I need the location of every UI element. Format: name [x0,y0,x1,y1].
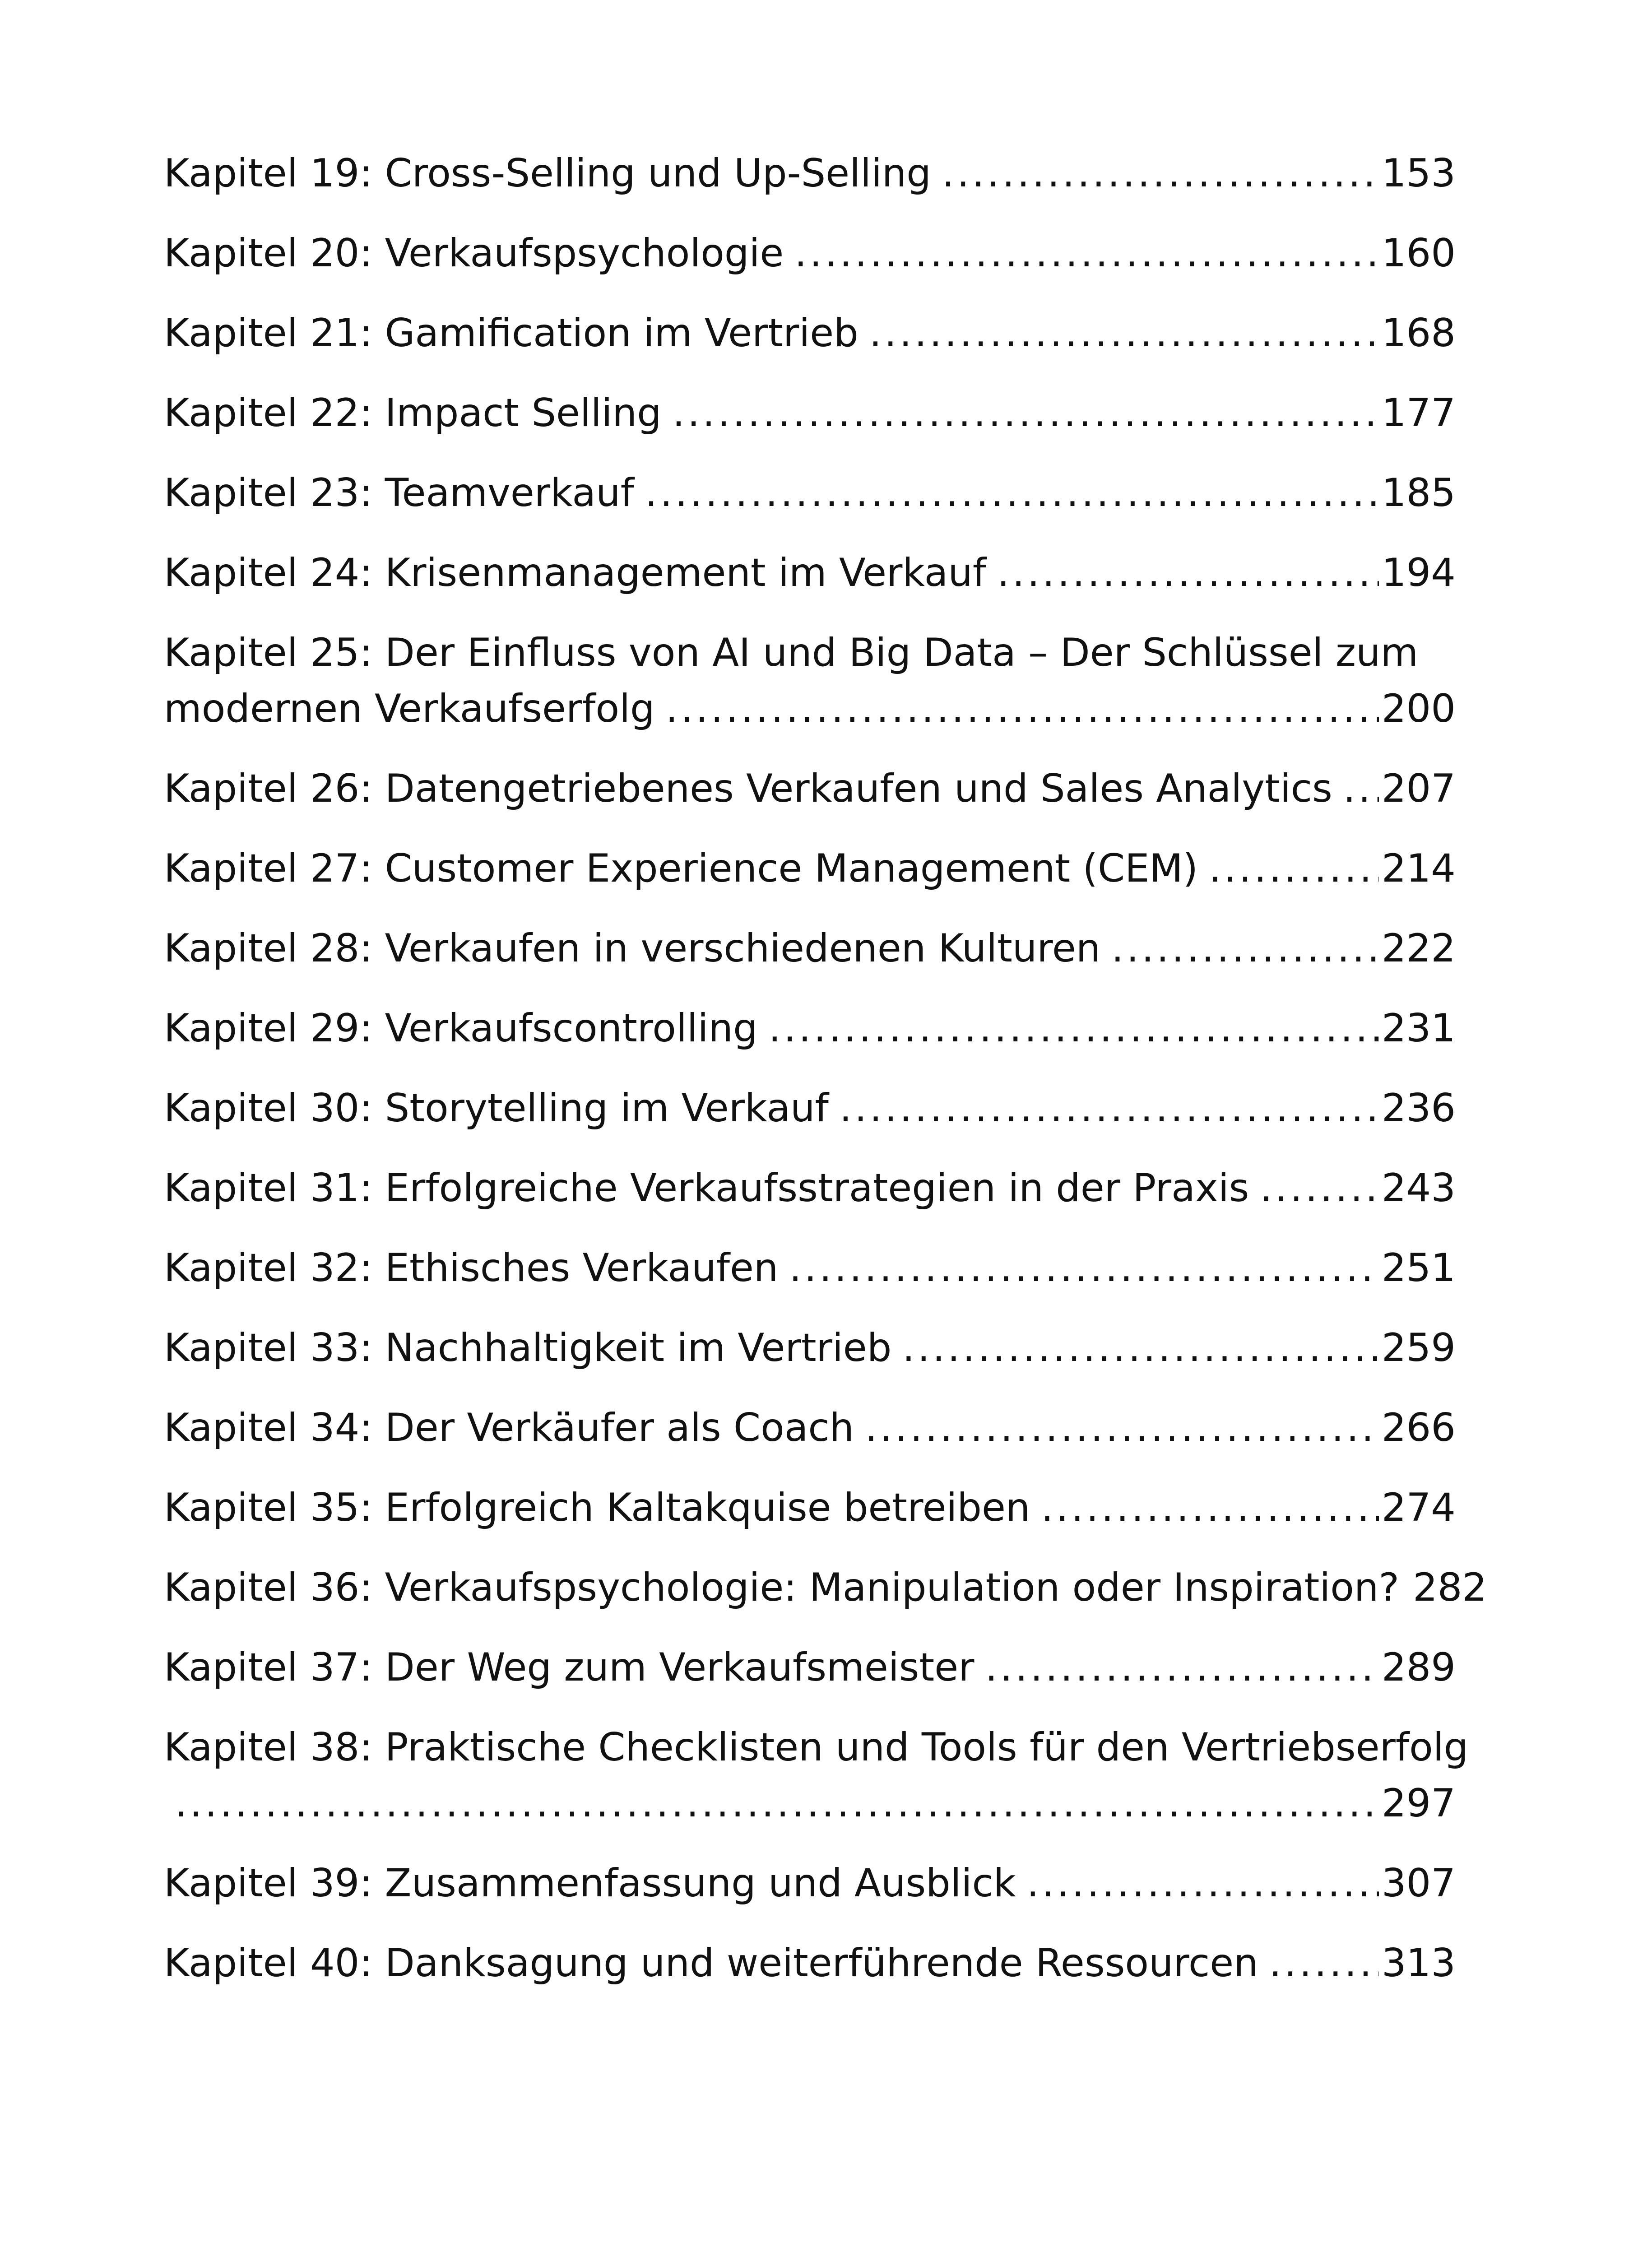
toc-entry-title: Kapitel 23: Teamverkauf [164,470,634,515]
toc-entry-title: Kapitel 36: Verkaufspsychologie: Manipulation oder Inspiration? [164,1565,1400,1610]
toc-entry-title: Kapitel 37: Der Weg zum Verkaufsmeister [164,1645,974,1690]
toc-entry-title: Kapitel 34: Der Verkäufer als Coach [164,1405,854,1450]
toc-entry[interactable] [164,1400,1456,1456]
toc-entry-title: Kapitel 40: Danksagung und weiterführende Ressourcen [164,1941,1258,1986]
toc-dot-leader [645,465,1379,521]
toc-page-number: 259 [1381,1325,1456,1370]
toc-dot-leader [1260,1160,1378,1216]
toc-page-number: 168 [1381,311,1456,356]
toc-entry[interactable] [164,1240,1456,1296]
toc-page-number: 194 [1381,550,1456,595]
toc-entry[interactable] [164,1160,1456,1216]
toc-dot-leader [942,145,1379,201]
toc-entry-title: Kapitel 22: Impact Selling [164,390,662,436]
toc-entry[interactable] [164,1935,1456,1991]
toc-entry-title: Kapitel 19: Cross-Selling und Up-Selling [164,151,931,196]
toc-page-number: 160 [1381,231,1456,276]
toc-entry-title: Kapitel 31: Erfolgreiche Verkaufsstrategien in der Praxis [164,1166,1249,1211]
toc-entry[interactable] [164,1000,1456,1056]
toc-entry[interactable] [164,1560,1487,1616]
toc-page-number: 289 [1381,1645,1456,1690]
toc-entry-title-line1: Kapitel 25: Der Einfluss von AI und Big Data – Der Schlüssel zum [164,630,1419,675]
toc-page-number: 214 [1381,846,1456,891]
toc-page-number: 274 [1381,1485,1456,1530]
toc-page-number: 297 [1381,1781,1456,1826]
toc-entry[interactable] [164,305,1456,361]
toc-dot-leader [673,385,1379,441]
toc-dot-leader [985,1639,1378,1695]
toc-page-number: 177 [1381,390,1456,436]
toc-entry[interactable] [164,225,1456,281]
toc-entry-title: Kapitel 35: Erfolgreich Kaltakquise betreiben [164,1485,1030,1530]
toc-entry[interactable] [164,1080,1456,1136]
toc-page-number: 222 [1381,926,1456,971]
toc-entry[interactable] [164,920,1456,976]
toc-entry-title: Kapitel 33: Nachhaltigkeit im Vertrieb [164,1325,892,1370]
toc-entry-title-line1: Kapitel 38: Praktische Checklisten und Tools für den Vertriebserfolg [164,1725,1469,1770]
toc-page-number: 282 [1413,1565,1487,1610]
toc-dot-leader [869,305,1379,361]
toc-dot-leader [794,225,1379,281]
toc-entry-title: Kapitel 20: Verkaufspsychologie [164,231,784,276]
toc-page-number: 153 [1381,151,1456,196]
toc-entry[interactable] [164,465,1456,521]
toc-dot-leader [1111,920,1379,976]
toc-dot-leader [175,1775,1379,1831]
toc-entry-title: Kapitel 27: Customer Experience Management (CEM) [164,846,1198,891]
toc-entry[interactable] [164,1639,1456,1695]
table-of-contents [164,145,1487,2015]
toc-entry-title: Kapitel 39: Zusammenfassung und Ausblick [164,1861,1016,1906]
toc-dot-leader [902,1320,1379,1376]
toc-page-number: 243 [1381,1166,1456,1211]
toc-entry-title: Kapitel 29: Verkaufscontrolling [164,1006,758,1051]
toc-dot-leader [1041,1480,1378,1536]
toc-entry[interactable] [164,545,1456,601]
toc-entry[interactable] [164,1855,1456,1911]
toc-dot-leader [1027,1855,1379,1911]
toc-entry[interactable] [164,625,1456,737]
toc-entry[interactable] [164,841,1456,896]
toc-dot-leader [997,545,1379,601]
toc-entry[interactable] [164,761,1456,817]
toc-entry[interactable] [164,145,1456,201]
toc-entry-title: Kapitel 24: Krisenmanagement im Verkauf [164,550,987,595]
toc-page-number: 231 [1381,1006,1456,1051]
toc-entry-title: Kapitel 28: Verkaufen in verschiedenen Kulturen [164,926,1101,971]
toc-dot-leader [865,1400,1379,1456]
toc-dot-leader [1209,841,1379,896]
toc-entry[interactable] [164,1480,1456,1536]
toc-page-number: 307 [1381,1861,1456,1906]
toc-entry-title: modernen Verkaufserfolg [164,686,655,731]
toc-dot-leader [840,1080,1379,1136]
toc-page-number: 251 [1381,1245,1456,1291]
toc-entry-title: Kapitel 26: Datengetriebenes Verkaufen und Sales Analytics [164,766,1332,811]
toc-page-number: 200 [1381,686,1456,731]
toc-entry-title: Kapitel 32: Ethisches Verkaufen [164,1245,779,1291]
toc-page-number: 207 [1381,766,1456,811]
toc-page-number: 266 [1381,1405,1456,1450]
toc-page-number: 185 [1381,470,1456,515]
toc-dot-leader [769,1000,1379,1056]
toc-page-number: 313 [1381,1941,1456,1986]
toc-dot-leader [1343,761,1379,817]
toc-entry[interactable] [164,1320,1456,1376]
toc-dot-leader [789,1240,1378,1296]
toc-entry[interactable] [164,1719,1469,1831]
toc-dot-leader [666,681,1379,737]
toc-dot-leader [1269,1935,1379,1991]
toc-entry-title: Kapitel 30: Storytelling im Verkauf [164,1086,829,1131]
toc-entry-title: Kapitel 21: Gamification im Vertrieb [164,311,858,356]
toc-entry[interactable] [164,385,1456,441]
toc-page-number: 236 [1381,1086,1456,1131]
